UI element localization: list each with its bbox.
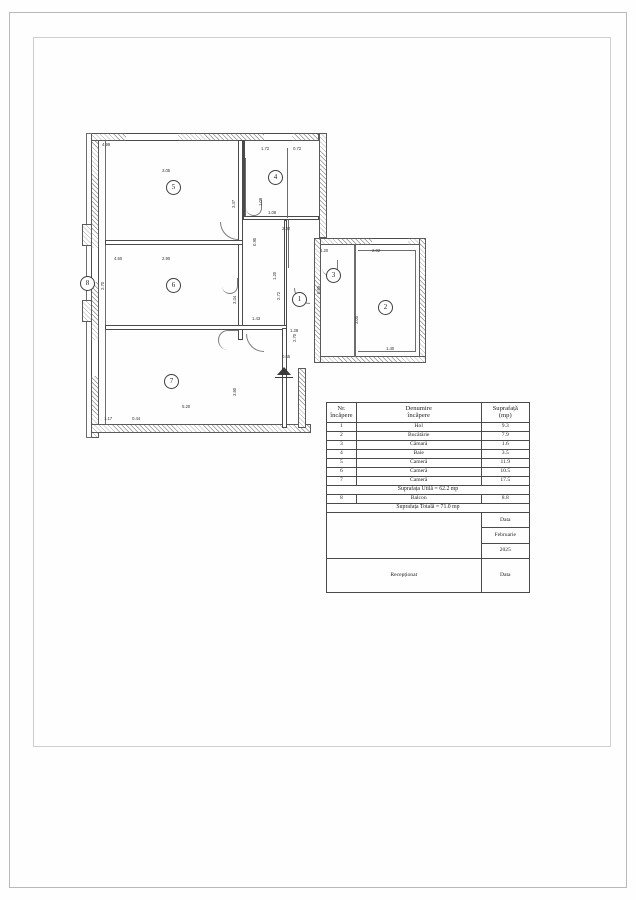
dim-room2-h: 3.00 [354,315,359,324]
table-row [327,422,530,431]
dim-room7-w: 5.20 [182,404,191,409]
cell-nr: 8 [327,494,357,503]
partition-bath-bottom [243,216,319,220]
table-row-balcony [327,494,530,503]
cell-name: Balcon [356,494,481,503]
subtotal-useful-area: Suprafața Utilă = 62.2 mp [327,485,530,494]
room-schedule-table [326,402,530,593]
window-left-room7 [91,340,99,376]
partition-room7-right [282,328,287,428]
partition-room7-top [105,325,287,330]
date-row-1 [327,513,530,528]
dim-room6-left: 4.50 [114,256,123,261]
partition-hall-right [284,220,287,330]
header-den-line2: încăpere [407,412,430,420]
date-label: Data [481,513,529,528]
door-room6 [222,278,238,294]
header-nr [327,403,357,423]
exterior-wall-wing-top [314,238,426,245]
cell-area: 9.3 [481,422,529,431]
cell-name: Cameră [356,476,481,485]
date-year: 2025 [481,543,529,558]
signature-block [327,513,482,559]
dim-small-4: 0.55 [282,354,291,359]
receptionat-label: Recepționat [327,559,482,593]
cell-area: 8.8 [481,494,529,503]
dim-room4-width: 1.72 [261,146,270,151]
table-row [327,449,530,458]
room-number-8: 8 [80,276,95,291]
window-wing-top [372,238,408,245]
cell-name: Baie [356,449,481,458]
cell-nr: 7 [327,476,357,485]
header-sup-line1: Suprafață [492,404,518,412]
dim-room4-b: 1.08 [268,210,277,215]
window-top-bath [264,133,292,141]
dim-room3-w: 1.20 [320,248,329,253]
dim-hall-w: 1.43 [252,316,261,321]
exterior-wall-wing-right [419,238,426,363]
door-room7 [218,330,238,350]
wing-inner-line-bottom [358,351,416,352]
table-row [327,440,530,449]
dim-small-1: 1.28 [290,328,299,333]
entry-arrow-base [275,377,293,378]
floor-plan [86,128,426,448]
balcony-edge-bottom [86,437,92,438]
exterior-wall-wing-bottom [314,356,426,363]
cell-area: 10.5 [481,467,529,476]
cell-area: 11.9 [481,458,529,467]
total-row [327,503,530,512]
cell-area: 7.9 [481,431,529,440]
room-number-1: 1 [292,292,307,307]
dim-room2-w: 2.02 [372,248,381,253]
subtotal-row [327,485,530,494]
total-area: Suprafața Totală = 71.0 mp [327,503,530,512]
cell-area: 17.5 [481,476,529,485]
dim-top-left-wall: 4.99 [102,142,111,147]
balcony-rail-2 [82,300,92,322]
table-row [327,476,530,485]
header-denumire [356,403,481,423]
table-row [327,467,530,476]
date-month: Februarie [481,528,529,543]
dim-room7-h: 3.50 [232,387,237,396]
room-number-6: 6 [166,278,181,293]
cell-name: Cameră [356,467,481,476]
header-nr-line1: Nr. [337,404,346,412]
exterior-wall-right-lower [298,368,306,428]
cell-area: 1.6 [481,440,529,449]
exterior-wall-top-right [319,133,327,238]
cell-name: Cameră [356,458,481,467]
room-number-5: 5 [166,180,181,195]
header-den-line1: Denumire [405,404,432,412]
dim-room3-h: 0.85 [316,285,321,294]
wall-line [105,133,106,433]
receptionat-row [327,559,530,593]
header-nr-line2: încăpere [330,412,353,420]
room-number-4: 4 [268,170,283,185]
wing-inner-line-top [358,250,416,251]
room-number-3: 3 [326,268,341,283]
cell-area: 3.5 [481,449,529,458]
wing-inner-line-right [415,250,416,352]
balcony-edge-top [86,133,92,134]
partition-wing [354,245,356,357]
cell-nr: 4 [327,449,357,458]
table-row [327,458,530,467]
dim-hall-h: 2.72 [276,291,281,300]
entry-arrow-icon [277,367,291,375]
cell-nr: 6 [327,467,357,476]
dim-room4-h: 1.08 [258,197,263,206]
niche-line-2 [287,148,288,218]
dim-mid-c: 2.30 [282,226,291,231]
dim-left-v: 2.70 [100,281,105,290]
cell-name: Bucătărie [356,431,481,440]
header-sup-line2: (mp) [498,412,512,420]
dim-room2-b: 1.40 [386,346,395,351]
header-suprafata [481,403,529,423]
receptionat-date: Data [481,559,529,593]
dim-room6-h: 3.34 [232,295,237,304]
table-header-row [327,403,530,423]
dim-mid-a: 0.90 [252,237,257,246]
dim-bot-left: 1.17 [104,416,113,421]
cell-nr: 3 [327,440,357,449]
table-row [327,431,530,440]
balcony-rail-1 [82,224,92,246]
door-hall-entry [246,334,264,352]
cell-name: Hol [356,422,481,431]
dim-room5-height: 3.37 [231,199,236,208]
exterior-wall-bottom [91,424,311,433]
dim-bot-mid: 0.44 [132,416,141,421]
cell-name: Cămară [356,440,481,449]
cell-nr: 5 [327,458,357,467]
dim-small-3: 2.70 [292,333,297,342]
dim-room6-width: 2.90 [162,256,171,261]
dim-small-2: 1.20 [272,271,277,280]
room-number-2: 2 [378,300,393,315]
cell-nr: 1 [327,422,357,431]
room-number-7: 7 [164,374,179,389]
dim-room5-width: 3.05 [162,168,171,173]
exterior-wall-wing-left [314,238,321,363]
cell-nr: 2 [327,431,357,440]
door-room5 [220,222,238,240]
window-top-room5 [126,133,178,141]
dim-room4-small: 0.72 [293,146,302,151]
partition-room5-bottom [105,240,243,245]
